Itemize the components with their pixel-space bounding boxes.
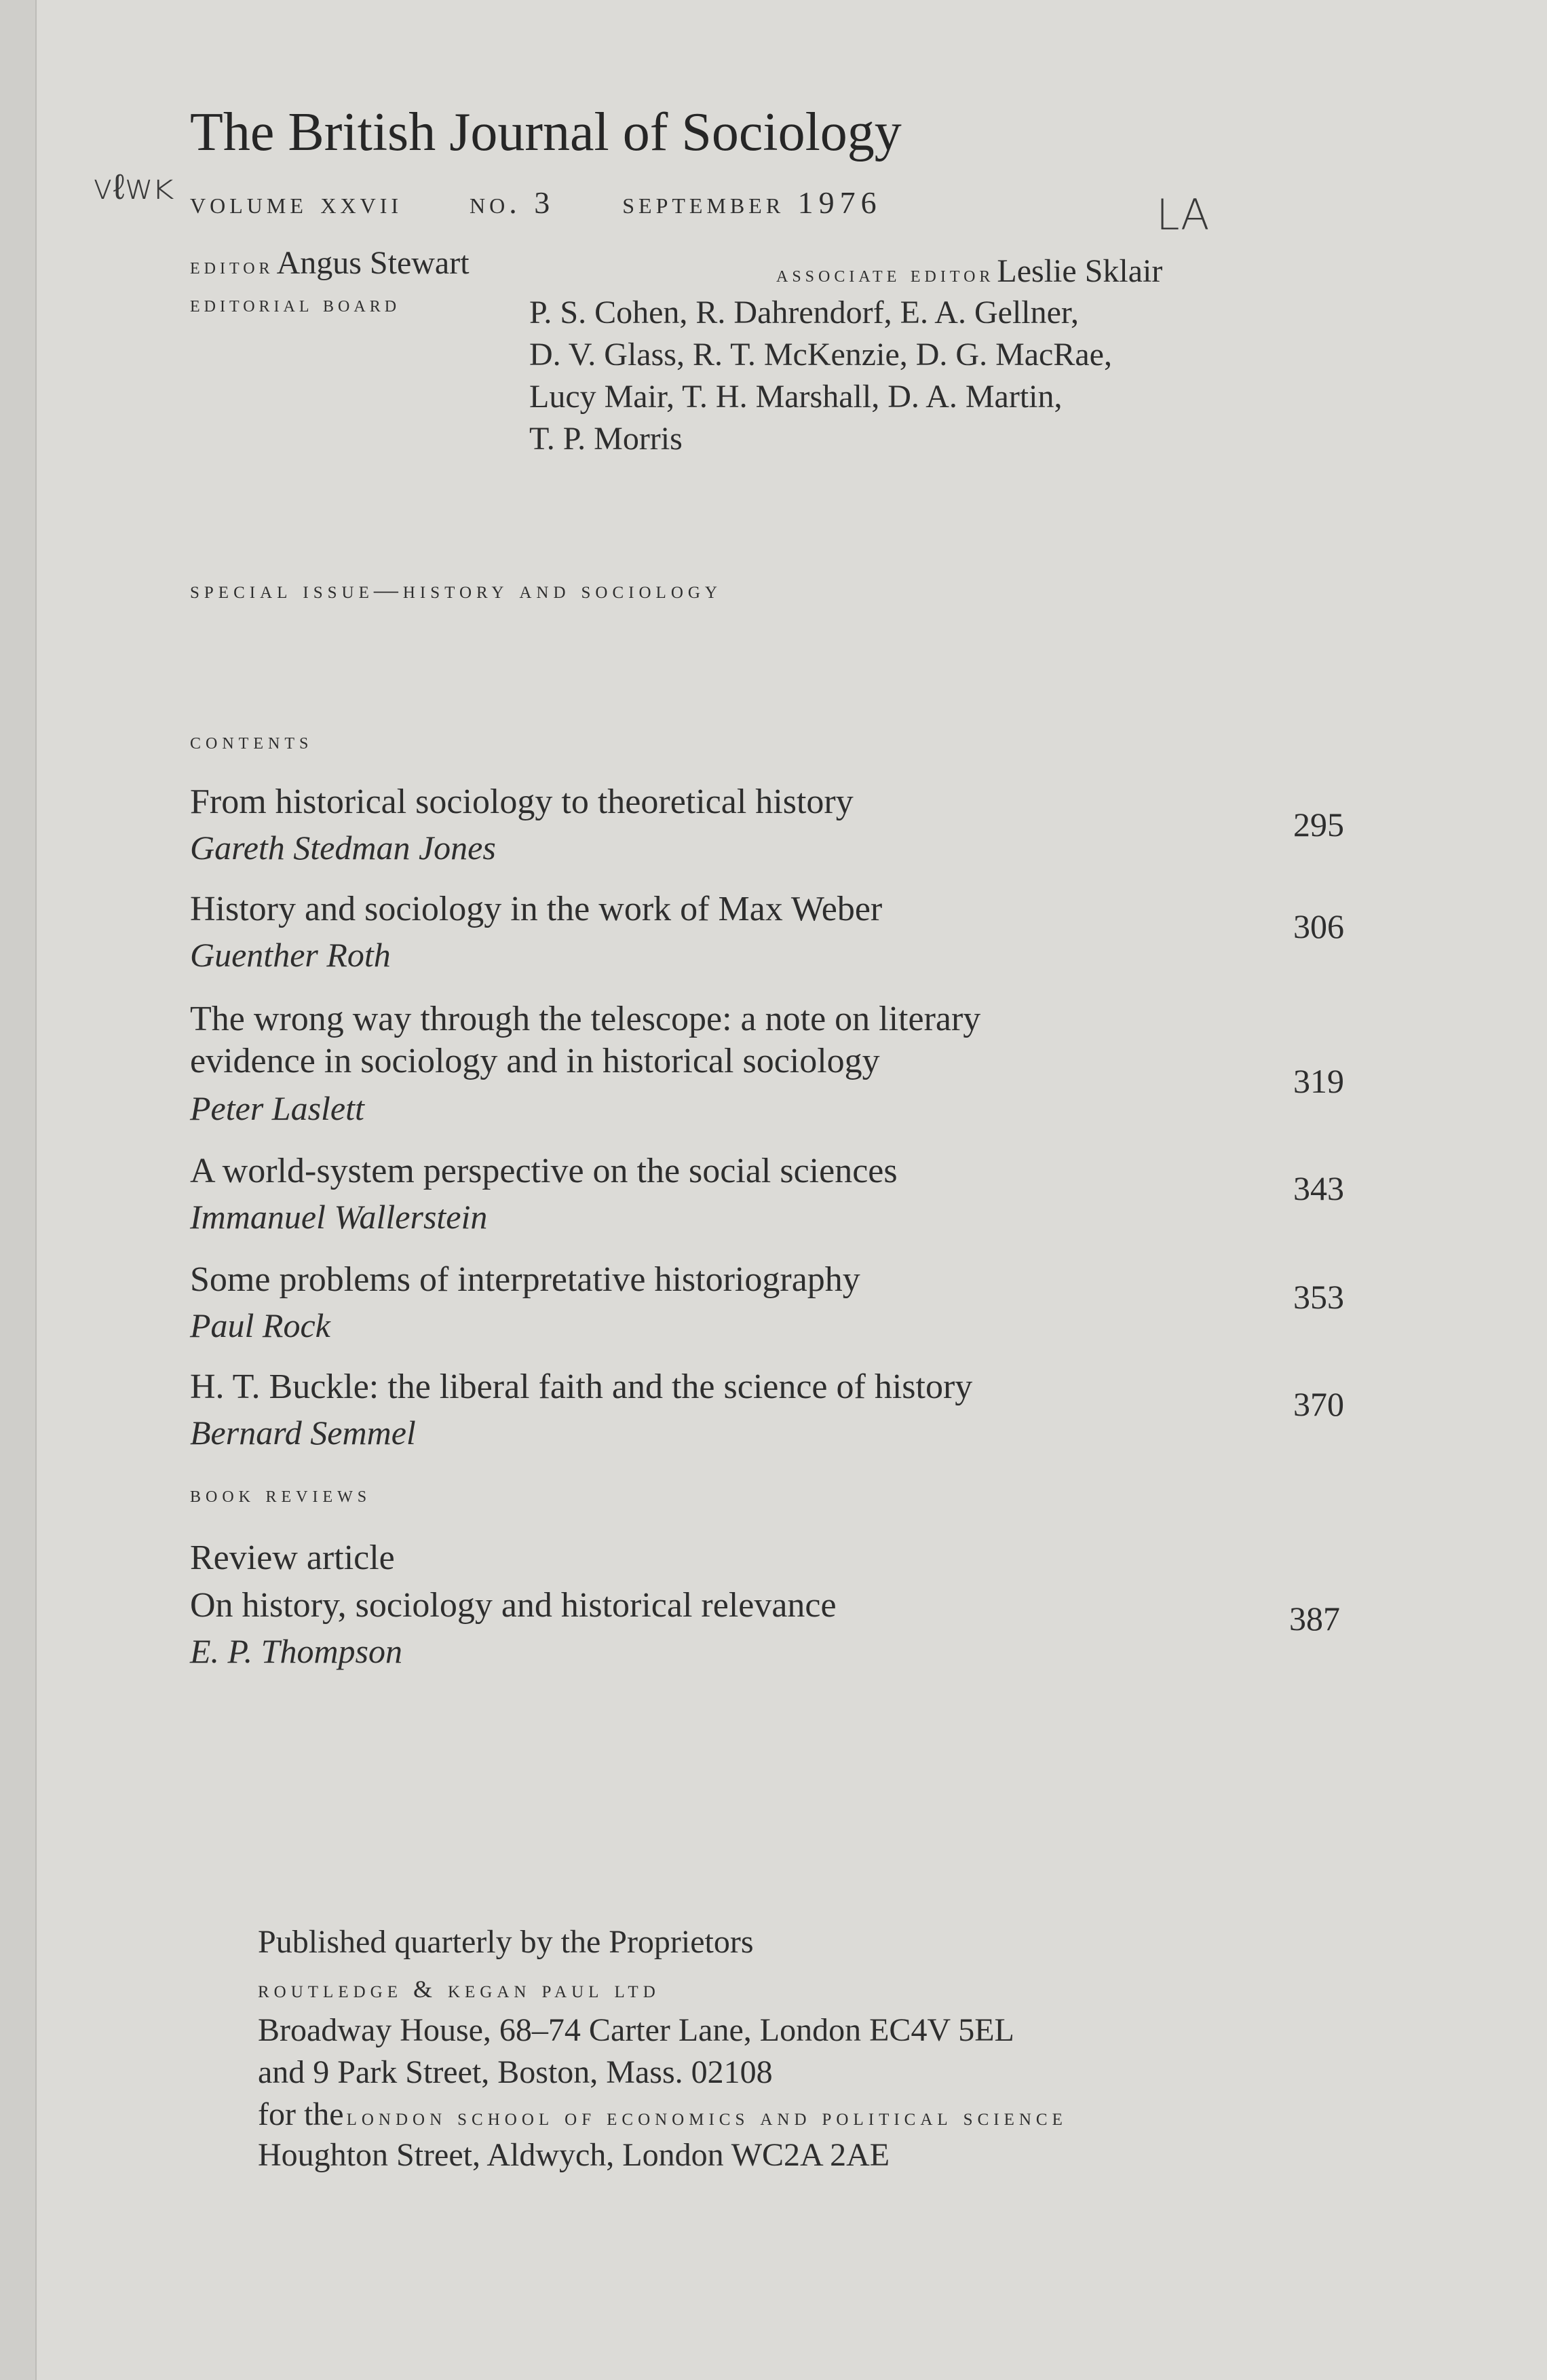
- editorial-board-line: T. P. Morris: [529, 421, 683, 457]
- contents-entry-author: Immanuel Wallerstein: [190, 1198, 488, 1236]
- contents-entry-title: H. T. Buckle: the liberal faith and the science of history: [190, 1367, 973, 1406]
- contents-entry-author: Peter Laslett: [190, 1089, 364, 1127]
- special-issue-heading: special issue—history and sociology: [190, 576, 722, 603]
- contents-entry-page: 306: [1293, 907, 1344, 945]
- publisher-address: Broadway House, 68–74 Carter Lane, London EC4V 5EL: [258, 2012, 1014, 2048]
- publisher-line: Published quarterly by the Proprietors: [258, 1924, 754, 1960]
- volume-label: volume: [190, 185, 307, 220]
- contents-entry-page: 295: [1293, 806, 1344, 844]
- book-review-title: On history, sociology and historical relevance: [190, 1586, 837, 1625]
- book-reviews-heading: book reviews: [190, 1482, 372, 1507]
- handwritten-margin-note: ᴠℓᴡĸ: [92, 167, 174, 208]
- editorial-board-line: Lucy Mair, T. H. Marshall, D. A. Martin,: [529, 379, 1063, 415]
- editorial-board-line: P. S. Cohen, R. Dahrendorf, E. A. Gellner,: [529, 295, 1079, 330]
- editor-label: editor: [190, 254, 274, 279]
- contents-entry-author: Guenther Roth: [190, 936, 391, 974]
- contents-entry-title: The wrong way through the telescope: a note on literary: [190, 1000, 981, 1038]
- issue-label: no.: [470, 185, 521, 220]
- contents-entry-page: 319: [1293, 1062, 1344, 1100]
- editorial-board-names: [529, 292, 1112, 460]
- editor-name: Angus Stewart: [276, 245, 470, 281]
- contents-heading: contents: [190, 729, 313, 754]
- contents-entry-author: Paul Rock: [190, 1306, 330, 1344]
- issue-number: 3: [534, 185, 556, 220]
- editorial-board-label: editorial board: [190, 292, 401, 317]
- publisher-name: routledge & kegan paul ltd: [258, 1976, 660, 2003]
- book-review-page: 387: [1289, 1600, 1340, 1638]
- contents-entry-title: Some problems of interpretative historiography: [190, 1260, 860, 1299]
- volume-number: xxvii: [320, 185, 403, 220]
- volume-line: [190, 185, 882, 221]
- institution-name: london school of economics and political science: [346, 2103, 1067, 2130]
- contents-entry-author: Gareth Stedman Jones: [190, 829, 496, 867]
- issue-year: 1976: [797, 185, 882, 220]
- contents-entry-author: Bernard Semmel: [190, 1414, 416, 1452]
- contents-entry-page: 370: [1293, 1385, 1344, 1423]
- associate-editor-label: associate editor: [776, 262, 995, 287]
- associate-editor-line: [776, 252, 1162, 290]
- institution-line: [258, 2096, 1067, 2133]
- contents-entry-page: 343: [1293, 1169, 1344, 1207]
- binding-edge: [0, 0, 37, 2380]
- book-review-title: Review article: [190, 1538, 395, 1577]
- contents-entry-title: evidence in sociology and in historical sociology: [190, 1042, 880, 1080]
- journal-title: The British Journal of Sociology: [190, 102, 902, 162]
- institution-address: Houghton Street, Aldwych, London WC2A 2AE: [258, 2137, 890, 2173]
- issue-month: september: [622, 185, 785, 220]
- editorial-board-line: D. V. Glass, R. T. McKenzie, D. G. MacRae,: [529, 337, 1112, 373]
- contents-entry-title: From historical sociology to theoretical history: [190, 782, 854, 821]
- contents-entry-title: History and sociology in the work of Max Weber: [190, 890, 883, 928]
- book-review-author: E. P. Thompson: [190, 1632, 403, 1670]
- handwritten-initials: LA: [1156, 190, 1210, 240]
- associate-editor-name: Leslie Sklair: [997, 253, 1163, 289]
- publisher-address: and 9 Park Street, Boston, Mass. 02108: [258, 2054, 773, 2090]
- editor-line: [190, 244, 470, 282]
- institution-prefix: for the: [258, 2096, 344, 2132]
- contents-entry-page: 353: [1293, 1278, 1344, 1316]
- contents-entry-title: A world-system perspective on the social sciences: [190, 1152, 898, 1190]
